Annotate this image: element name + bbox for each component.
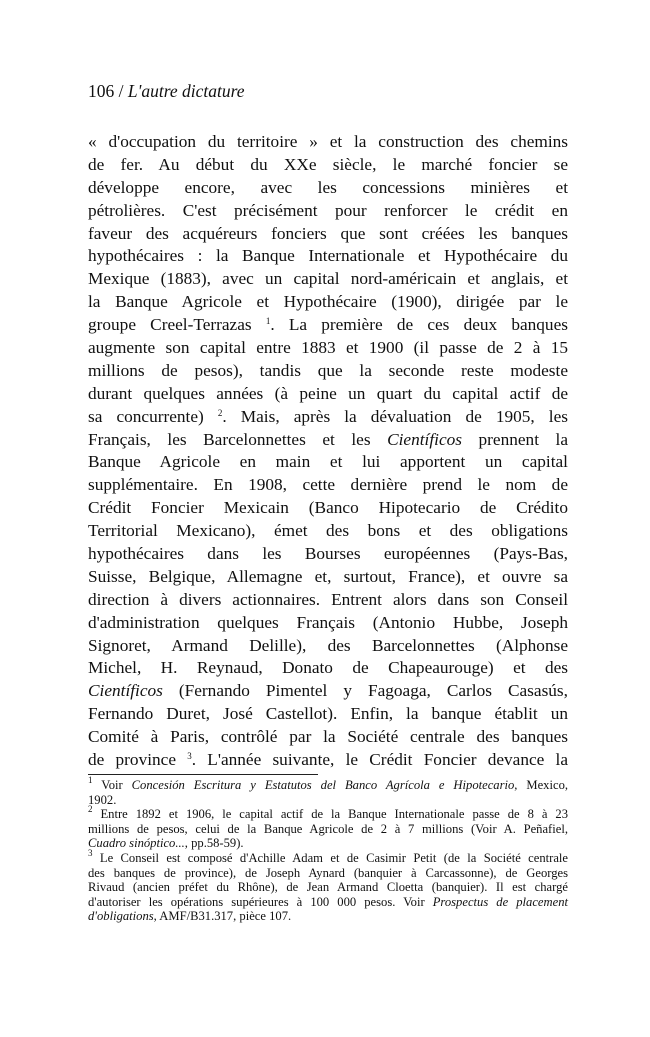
footnote-title: Cuadro sinóptico...	[88, 836, 185, 851]
text-segment: . L'année suivante, le Crédit Foncier devance la	[191, 750, 569, 770]
text-line: Signoret, Armand Delille), des Barcelonnettes (Alphonse	[88, 635, 568, 655]
text-segment: . La première de ces deux banques	[270, 315, 568, 335]
text-line: Suisse, Belgique, Allemagne et, surtout, France), et ouvre sa	[88, 566, 568, 586]
footnote-text: , pp.58-59).	[184, 836, 244, 851]
italic-term: Científicos	[387, 429, 462, 449]
text-line	[88, 406, 568, 429]
footnote-number: 1	[88, 775, 93, 785]
text-line: de fer. Au début du XXe siècle, le marché foncier se	[88, 154, 568, 174]
text-segment: Français, les Barcelonnettes et les	[88, 429, 371, 449]
footnote-number: 2	[88, 804, 93, 815]
book-title: L'autre dictature	[127, 81, 245, 101]
header-separator: /	[114, 81, 128, 101]
footnote-divider	[88, 774, 318, 775]
text-segment: prennent la	[462, 429, 568, 449]
text-line	[88, 680, 568, 703]
footnote-3-cont: Rivaud (ancien préfet du Rhône), de Jean Armand Cloetta (banquier). Il est chargé	[88, 880, 568, 895]
text-line	[88, 314, 568, 337]
footnote-text: , AMF/B31.317, pièce 107.	[153, 909, 292, 924]
text-segment: . Mais, après la dévaluation de 1905, les	[222, 406, 568, 426]
footnote-2-cont: millions de pesos, celui de la Banque Agricole de 2 à 7 millions (Voir A. Peñafiel,	[88, 821, 568, 836]
text-segment: sa concurrente)	[88, 406, 204, 426]
footnote-text: , Mexico,	[514, 778, 569, 792]
text-line: augmente son capital entre 1883 et 1900 (il passe de 2 à 15	[88, 338, 568, 358]
text-line: hypothécaires dans les Bourses européennes (Pays-Bas,	[88, 544, 568, 564]
footnote-2-cont	[88, 836, 568, 851]
text-line: Mexique (1883), avec un capital nord-américain et anglais, et	[88, 269, 568, 289]
footnote-1-cont: 1902.	[88, 792, 117, 807]
text-line: direction à divers actionnaires. Entrent alors dans son Conseil	[88, 589, 568, 609]
text-line: millions de pesos), tandis que la seconde reste modeste	[88, 360, 568, 380]
main-text	[88, 131, 568, 772]
text-line: supplémentaire. En 1908, cette dernière prend le nom de	[88, 475, 568, 495]
footnote-text: Le Conseil est composé d'Achille Adam et de Casimir Petit (de la Société centrale	[92, 850, 568, 865]
footnote-3-cont	[88, 895, 568, 910]
footnote-3-cont	[88, 909, 568, 924]
footnote-text: Voir	[92, 778, 132, 792]
footnote-title: Prospectus de placement	[432, 894, 568, 909]
italic-term: Científicos	[88, 681, 163, 701]
footnote-title: d'obligations	[88, 909, 154, 924]
text-line: « d'occupation du territoire » et la construction des chemins	[88, 132, 568, 151]
text-line: Territorial Mexicano), émet des bons et des obligations	[88, 521, 568, 541]
text-line: hypothécaires : la Banque Internationale et Hypothécaire du	[88, 246, 568, 266]
text-line: durant quelques années (à peine un quart du capital actif de	[88, 383, 568, 403]
text-line: pétrolières. C'est précisément pour renforcer le crédit en	[88, 200, 568, 220]
text-line: Michel, H. Reynaud, Donato de Chapeaurouge) et des	[88, 658, 568, 678]
footnotes	[88, 775, 569, 924]
page-number: 106	[88, 81, 115, 101]
text-line: Banque Agricole en main et lui apportent un capital	[88, 452, 568, 472]
text-line: développe encore, avec les concessions minières et	[88, 177, 568, 197]
text-line: la Banque Agricole et Hypothécaire (1900), dirigée par le	[88, 292, 568, 312]
text-segment: groupe Creel-Terrazas	[88, 315, 252, 335]
text-line	[88, 749, 568, 772]
text-line: d'administration quelques Français (Antonio Hubbe, Joseph	[88, 612, 568, 632]
footnote-ref-1[interactable]: 1	[265, 316, 271, 327]
text-segment: (Fernando Pimentel y Fagoaga, Carlos Casasús,	[178, 681, 568, 701]
text-line: Crédit Foncier Mexicain (Banco Hipotecario de Crédito	[88, 498, 568, 518]
footnote-3-cont: des banques de province), de Joseph Aynard (banquier à Carcassonne), de Georges	[88, 865, 568, 880]
footnote-3	[88, 847, 568, 866]
running-head	[88, 80, 245, 102]
text-line: Comité à Paris, contrôlé par la Société centrale des banques	[88, 727, 568, 747]
footnote-title: Concesión Escritura y Estatutos del Banco Agrícola e Hipotecario	[131, 778, 515, 792]
footnote-1	[88, 775, 569, 793]
text-segment: de province	[88, 750, 176, 770]
footnote-text: d'autoriser les opérations supérieures à 100 000 pesos. Voir	[88, 894, 433, 909]
footnote-number: 3	[88, 847, 93, 858]
footnote-ref-2[interactable]: 2	[217, 407, 223, 418]
text-line	[88, 429, 568, 452]
footnote-ref-3[interactable]: 3	[187, 751, 192, 762]
footnote-2	[88, 804, 568, 822]
text-line: Fernando Duret, José Castellot). Enfin, la banque établit un	[88, 704, 568, 724]
footnote-text: Entre 1892 et 1906, le capital actif de la Banque Internationale passe de 8 à 23	[92, 807, 568, 822]
text-line: faveur des acquéreurs fonciers que sont créées les banques	[88, 223, 568, 243]
